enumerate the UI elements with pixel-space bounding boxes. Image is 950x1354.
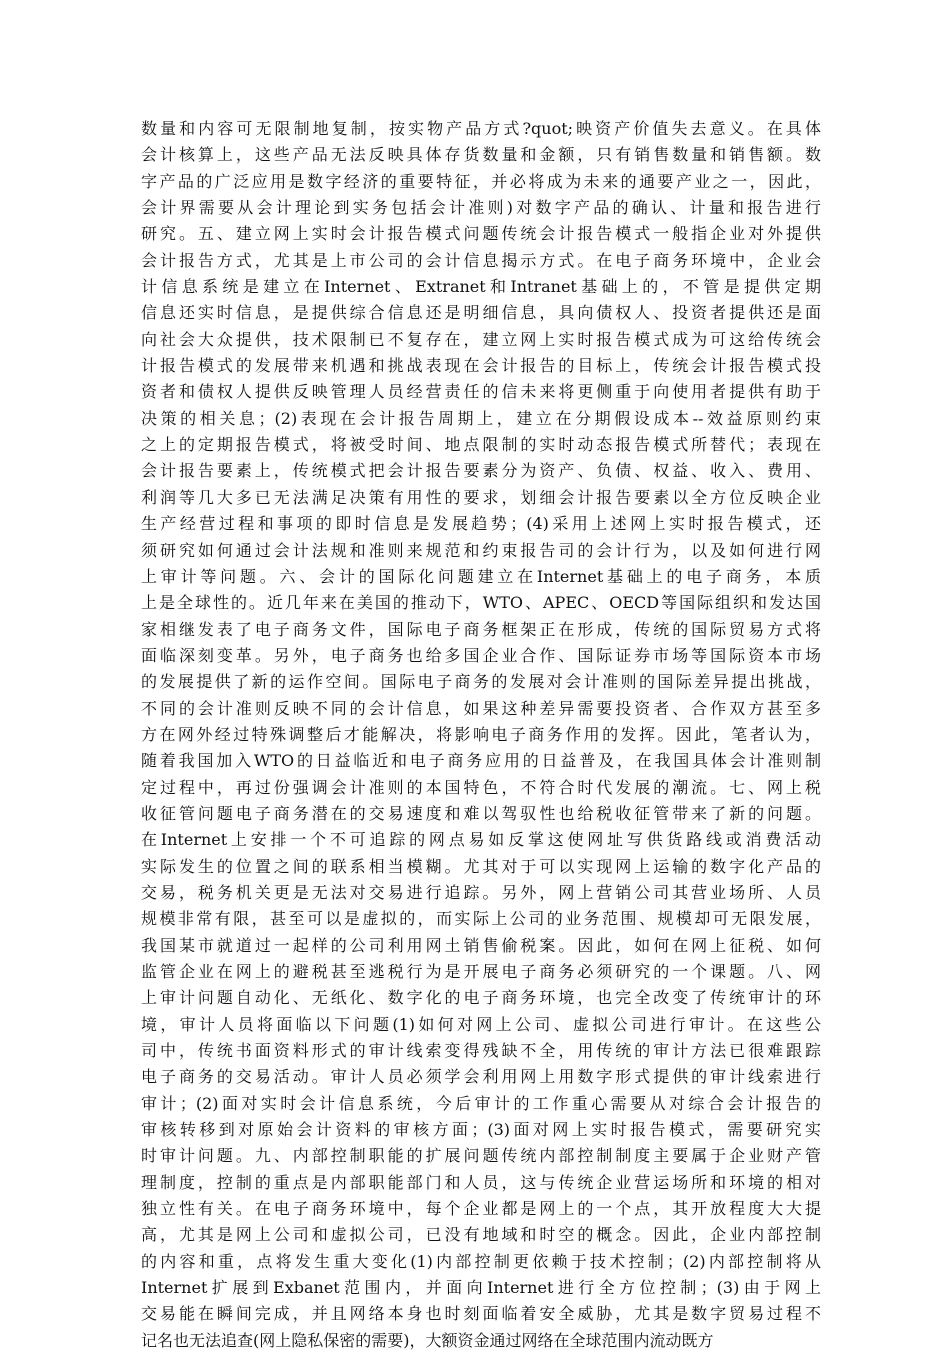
text-line: 会计核算上，这些产品无法反映具体存货数量和金额，只有销售数量和销售额。数 [141,145,821,165]
text-line: 向社会大众提供，技术限制已不复存在，建立网上实时报告模式成为可这给传统会 [141,329,821,349]
text-line: 境，审计人员将面临以下问题(1)如何对网上公司、虚拟公司进行审计。在这些公 [141,1014,821,1034]
text-line: 上审计等问题。六、会计的国际化问题建立在Internet基础上的电子商务，本质 [141,566,821,586]
text-line: 记名也无法追查(网上隐私保密的需要)，大额资金通过网络在全球范围内流动既方 [141,1330,714,1350]
text-line: 理制度，控制的重点是内部职能部门和人员，这与传统企业营运场所和环境的相对 [141,1172,821,1192]
text-line: 我国某市就道过一起样的公司利用网土销售偷税案。因此，如何在网上征税、如何 [141,935,821,955]
text-line: 定过程中，再过份强调会计准则的本国特色，不符合时代发展的潮流。七、网上税 [141,777,821,797]
text-line: 须研究如何通过会计法规和准则来规范和约束报告司的会计行为，以及如何进行网 [141,540,821,560]
text-line: 决策的相关息；(2)表现在会计报告周期上，建立在分期假设成本--效益原则约束 [141,408,821,428]
text-line: 交易能在瞬间完成，并且网络本身也时刻面临着安全威胁，尤其是数字贸易过程不 [141,1304,821,1324]
text-line: 时审计问题。九、内部控制职能的扩展问题传统内部控制制度主要属于企业财产管 [141,1146,821,1166]
text-line: 利润等几大多已无法满足决策有用性的要求，划细会计报告要素以全方位反映企业 [141,487,821,507]
text-line: 司中，传统书面资料形式的审计线索变得残缺不全，用传统的审计方法已很难跟踪 [141,1041,821,1061]
text-line: 数量和内容可无限制地复制，按实物产品方式?quot;映资产价值失去意义。在具体 [141,119,821,138]
text-line: 生产经营过程和事项的即时信息是发展趋势；(4)采用上述网上实时报告模式，还 [141,514,821,534]
text-line: 面临深刻变革。另外，电子商务也给多国企业合作、国际证券市场等国际资本市场 [141,645,821,665]
text-line: 家相继发表了电子商务文件，国际电子商务框架正在形成，传统的国际贸易方式将 [141,619,821,639]
text-line: 资者和债权人提供反映管理人员经营责任的信未来将更侧重于向使用者提供有助于 [141,382,821,402]
text-line: 的内容和重，点将发生重大变化(1)内部控制更依赖于技术控制；(2)内部控制将从 [141,1251,821,1271]
text-line: 电子商务的交易活动。审计人员必须学会利用网上用数字形式提供的审计线索进行 [141,1067,821,1087]
text-line: 方在网外经过特殊调整后才能解决，将影响电子商务作用的发挥。因此，笔者认为， [141,724,821,744]
text-line: 交易，税务机关更是无法对交易进行追踪。另外，网上营销公司其营业场所、人员 [141,882,821,902]
text-line: 规模非常有限，甚至可以是虚拟的，而实际上公司的业务范围、规模却可无限发展， [141,909,821,929]
text-line: 会计报告要素上，传统模式把会计报告要素分为资产、负债、权益、收入、费用、 [141,461,821,481]
text-line: 不同的会计准则反映不同的会计信息，如果这种差异需要投资者、合作双方甚至多 [141,698,821,718]
text-line: 计报告模式的发展带来机遇和挑战表现在会计报告的目标上，传统会计报告模式投 [141,356,821,376]
text-line: 上是全球性的。近几年来在美国的推动下，WTO、APEC、OECD等国际组织和发达国 [141,593,821,613]
text-line: 信息还实时信息，是提供综合信息还是明细信息，具向债权人、投资者提供还是面 [141,303,821,323]
text-line: 实际发生的位置之间的联系相当模糊。尤其对于可以实现网上运输的数字化产品的 [141,856,821,876]
text-line: 会计报告方式，尤其是上市公司的会计信息揭示方式。在电子商务环境中，企业会 [141,250,821,270]
text-line: 字产品的广泛应用是数字经济的重要特征，并必将成为未来的通要产业之一，因此， [141,171,821,191]
text-line: 研究。五、建立网上实时会计报告模式问题传统会计报告模式一般指企业对外提供 [141,224,821,244]
text-line: 在Internet上安排一个不可追踪的网点易如反掌这使网址写供货路线或消费活动 [141,830,821,850]
text-line: 随着我国加入WTO的日益临近和电子商务应用的日益普及，在我国具体会计准则制 [141,751,821,771]
text-line: 之上的定期报告模式，将被受时间、地点限制的实时动态报告模式所替代；表现在 [141,435,821,455]
text-line: 高，尤其是网上公司和虚拟公司，已没有地域和时空的概念。因此，企业内部控制 [141,1225,821,1245]
text-line: 的发展提供了新的运作空间。国际电子商务的发展对会计准则的国际差异提出挑战， [141,672,821,692]
text-line: 监管企业在网上的避税甚至逃税行为是开展电子商务必须研究的一个课题。八、网 [141,962,821,981]
text-line: 计信息系统是建立在Internet、Extranet和Intranet基础上的，不管是提供定期 [141,277,821,297]
text-line: 会计界需要从会计理论到实务包括会计准则)对数字产品的确认、计量和报告进行 [141,198,821,218]
text-line: 收征管问题电子商务潜在的交易速度和难以驾驭性也给税收征管带来了新的问题。 [141,803,821,823]
text-line: 审核转移到对原始会计资料的审核方面；(3)面对网上实时报告模式，需要研究实 [141,1120,821,1140]
document-body [141,116,821,1354]
text-line: 独立性有关。在电子商务环境中，每个企业都是网上的一个点，其开放程度大大提 [141,1199,821,1219]
text-line: Internet扩展到Exbanet范围内，并面向Internet进行全方位控制；(3)由于网上 [141,1278,821,1298]
text-line: 审计；(2)面对实时会计信息系统，今后审计的工作重心需要从对综合会计报告的 [141,1093,821,1113]
text-line: 上审计问题自动化、无纸化、数字化的电子商务环境，也完全改变了传统审计的环 [141,988,821,1008]
